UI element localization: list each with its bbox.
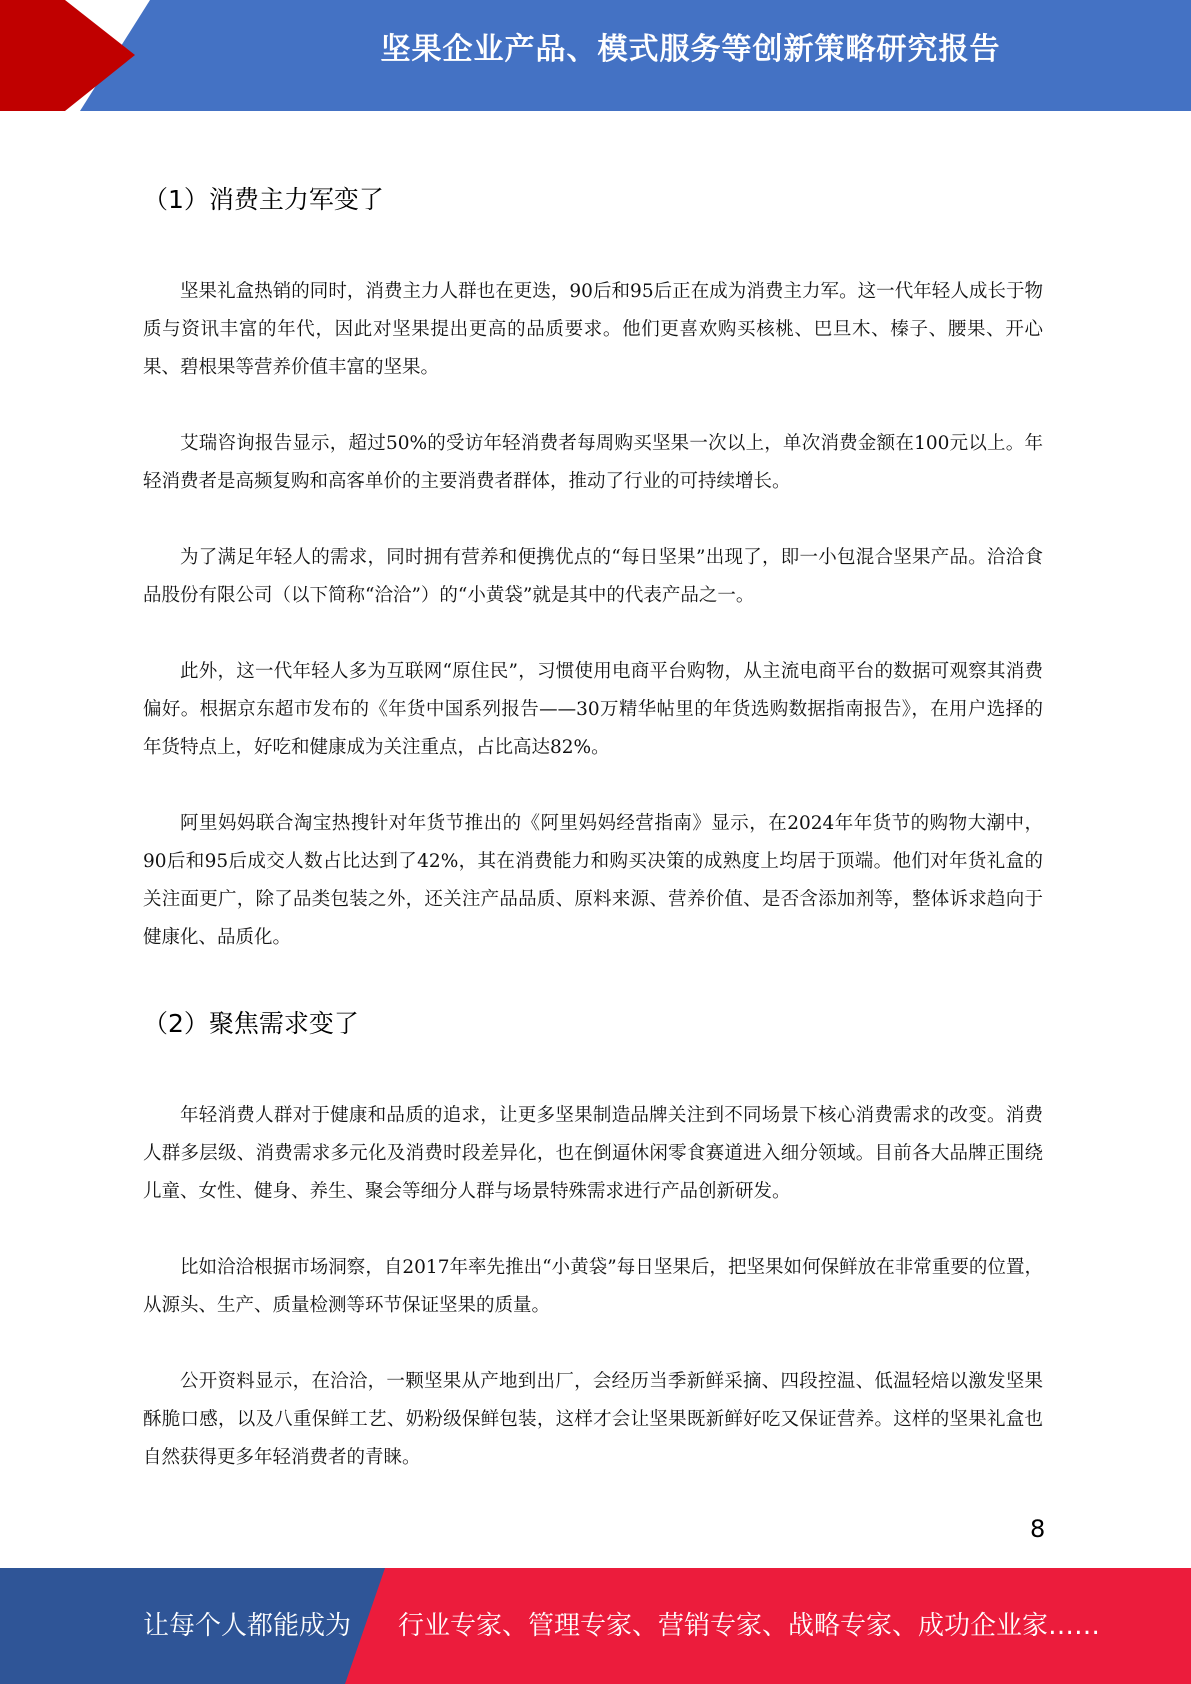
paragraph: 此外，这一代年轻人多为互联网“原住民”，习惯使用电商平台购物，从主流电商平台的数据可观察其消费偏好。根据京东超市发布的《年货中国系列报告——30万精华帖里的年货选购数据指南报告》，在用户选择的年货特点上，好吃和健康成为关注重点，占比高达82%。 <box>143 661 1043 758</box>
report-title: 坚果企业产品、模式服务等创新策略研究报告 <box>380 32 1001 67</box>
section-heading: （1）消费主力军变了 <box>143 185 384 214</box>
page-header <box>0 0 1191 111</box>
paragraph: 比如洽洽根据市场洞察，自2017年率先推出“小黄袋”每日坚果后，把坚果如何保鲜放在非常重要的位置，从源头、生产、质量检测等环节保证坚果的质量。 <box>143 1257 1043 1316</box>
page-number: 8 <box>1030 1515 1046 1543</box>
main-content <box>143 175 1043 1477</box>
section-heading: （2）聚焦需求变了 <box>143 1009 359 1038</box>
section-1 <box>143 175 1043 957</box>
paragraph: 艾瑞咨询报告显示，超过50%的受访年轻消费者每周购买坚果一次以上，单次消费金额在100元以上。年轻消费者是高频复购和高客单价的主要消费者群体，推动了行业的可持续增长。 <box>143 433 1043 492</box>
section-2 <box>143 999 1043 1477</box>
paragraph: 坚果礼盒热销的同时，消费主力人群也在更迭，90后和95后正在成为消费主力军。这一代年轻人成长于物质与资讯丰富的年代，因此对坚果提出更高的品质要求。他们更喜欢购买核桃、巴旦木、榛子、腰果、开心果、碧根果等营养价值丰富的坚果。 <box>143 281 1043 378</box>
paragraph: 公开资料显示，在洽洽，一颗坚果从产地到出厂，会经历当季新鲜采摘、四段控温、低温轻焙以激发坚果酥脆口感，以及八重保鲜工艺、奶粉级保鲜包装，这样才会让坚果既新鲜好吃又保证营养。这样的坚果礼盒也自然获得更多年轻消费者的青睐。 <box>143 1371 1043 1468</box>
paragraph: 年轻消费人群对于健康和品质的追求，让更多坚果制造品牌关注到不同场景下核心消费需求的改变。消费人群多层级、消费需求多元化及消费时段差异化，也在倒逼休闲零食赛道进入细分领域。目前各大品牌正围绕儿童、女性、健身、养生、聚会等细分人群与场景特殊需求进行产品创新研发。 <box>143 1105 1043 1202</box>
paragraph: 为了满足年轻人的需求，同时拥有营养和便携优点的“每日坚果”出现了，即一小包混合坚果产品。洽洽食品股份有限公司（以下简称“洽洽”）的“小黄袋”就是其中的代表产品之一。 <box>143 547 1043 606</box>
footer-slogan-left: 让每个人都能成为 <box>143 1611 352 1641</box>
paragraph: 阿里妈妈联合淘宝热搜针对年货节推出的《阿里妈妈经营指南》显示，在2024年年货节的购物大潮中，90后和95后成交人数占比达到了42%，其在消费能力和购买决策的成熟度上均居于顶端。他们对年货礼盒的关注面更广，除了品类包装之外，还关注产品品质、原料来源、营养价值、是否含添加剂等，整体诉求趋向于健康化、品质化。 <box>143 813 1043 948</box>
footer-slogan-right: 行业专家、管理专家、营销专家、战略专家、成功企业家…… <box>398 1611 1101 1641</box>
page-footer <box>0 1568 1191 1684</box>
